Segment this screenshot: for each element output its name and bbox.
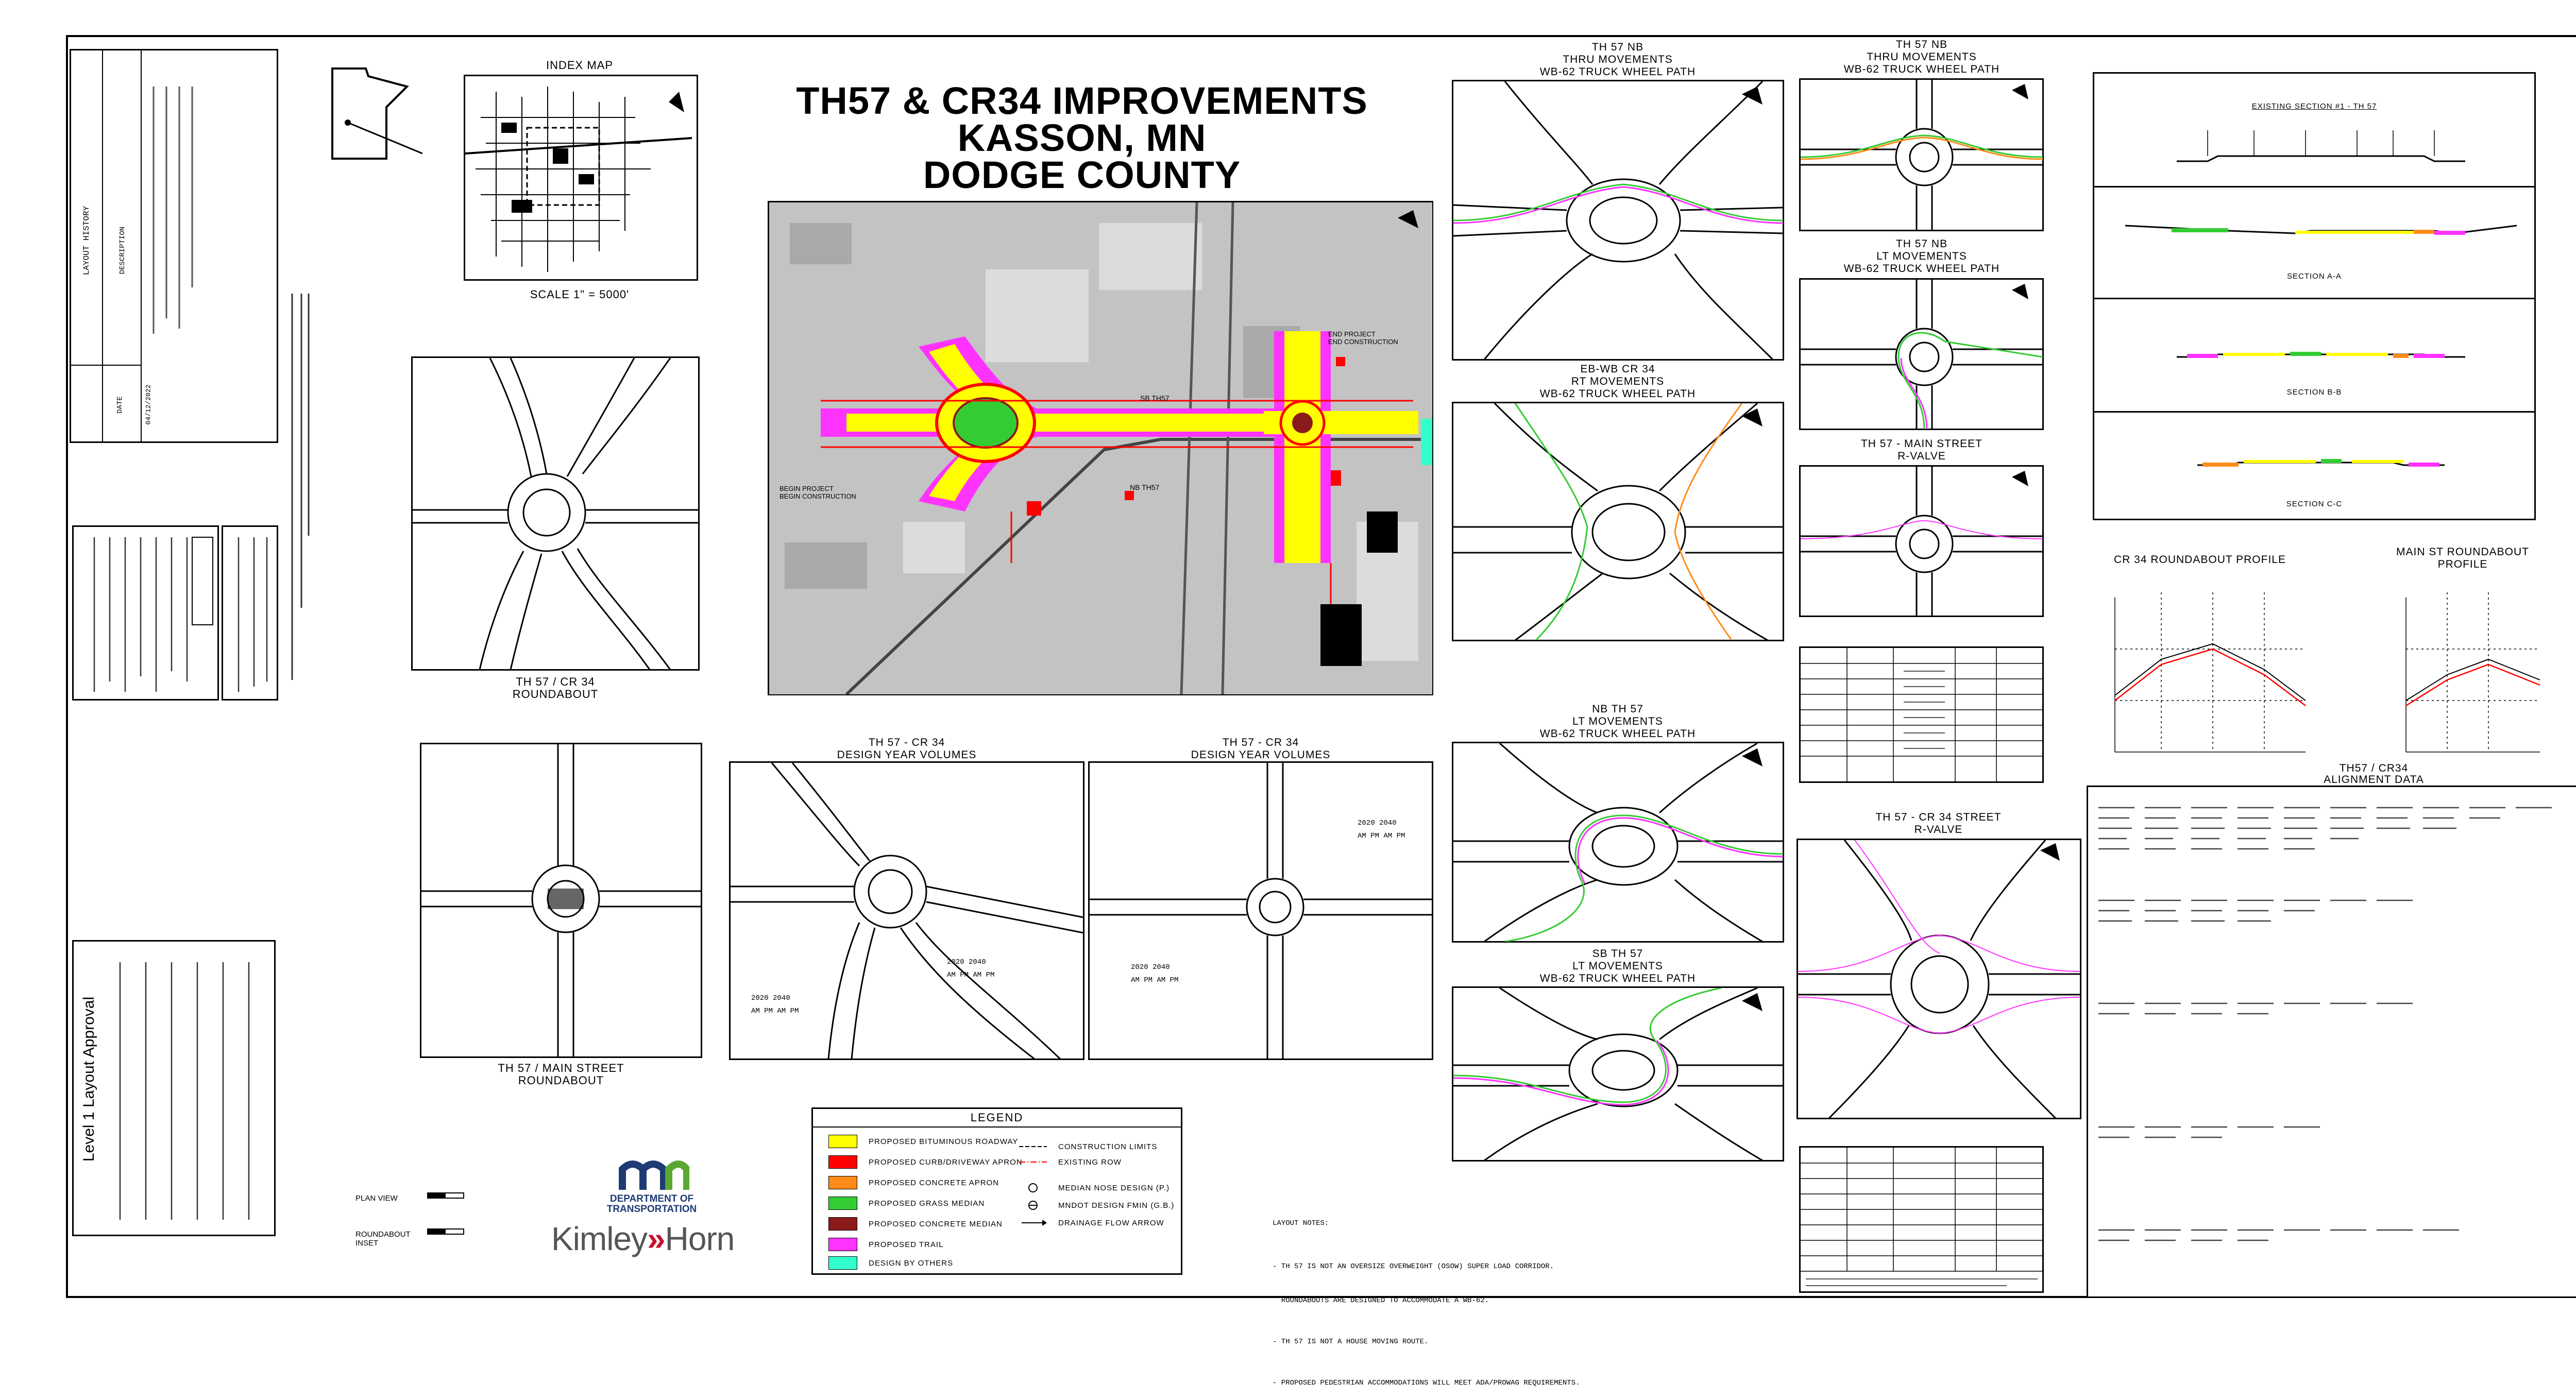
title-line-1: TH57 & CR34 IMPROVEMENTS xyxy=(796,79,1368,122)
signature-lines xyxy=(223,527,277,699)
rvalve-drawing xyxy=(1801,467,2043,616)
cr34-roundabout-inset xyxy=(411,356,700,671)
legend-swatch xyxy=(828,1238,857,1251)
volumes-left-drawing xyxy=(731,763,1083,1059)
truck-path-panel xyxy=(1799,78,2044,231)
volumes-right-drawing xyxy=(1090,763,1432,1059)
construction-limits-symbol xyxy=(1019,1144,1047,1149)
project-title xyxy=(747,79,1417,196)
legend-item xyxy=(828,1134,1018,1149)
legend-swatch xyxy=(828,1256,857,1270)
legend-item xyxy=(828,1196,985,1211)
svg-text:2020 2040: 2020 2040 xyxy=(1131,963,1170,971)
svg-text:2020 2040: 2020 2040 xyxy=(751,994,790,1002)
legend-label: DRAINAGE FLOW ARROW xyxy=(1058,1218,1164,1227)
mndot-design-symbol xyxy=(1019,1200,1047,1210)
minnesota-outline xyxy=(330,66,422,164)
legend-swatch xyxy=(828,1217,857,1231)
truck-path-panel xyxy=(1797,839,2081,1119)
truck-path-panel xyxy=(1452,80,1784,361)
truck-path-title: TH 57 - CR 34 STREET R-VALVE xyxy=(1875,811,2002,835)
horn-text: Horn xyxy=(665,1220,735,1257)
index-map-streets xyxy=(465,76,697,280)
date-value: 04/12/2022 xyxy=(144,384,152,425)
drainage-arrow-icon xyxy=(1019,1218,1047,1228)
rvalve-drawing xyxy=(1798,840,2080,1118)
notes-title: LAYOUT NOTES: xyxy=(1273,1219,1329,1227)
legend-item xyxy=(828,1154,1023,1170)
rvalve-table xyxy=(1799,646,2044,783)
legend-label: PROPOSED CURB/DRIVEWAY APRON xyxy=(869,1157,1023,1167)
truck-path-title: TH 57 NB LT MOVEMENTS WB-62 TRUCK WHEEL PATH xyxy=(1843,238,2000,275)
index-map xyxy=(464,75,698,281)
median-nose-symbol xyxy=(1019,1183,1047,1193)
mndot-logo-icon xyxy=(617,1159,689,1196)
description-column-label: DESCRIPTION xyxy=(118,226,127,275)
svg-text:AM PM AM PM: AM PM AM PM xyxy=(1131,976,1179,984)
legend-item xyxy=(1019,1215,1164,1231)
nb-th57-label: NB TH57 xyxy=(1130,483,1160,491)
main-roundabout-label: TH 57 / MAIN STREET ROUNDABOUT xyxy=(498,1062,624,1087)
truck-path-drawing xyxy=(1453,743,1783,942)
legend-label: PROPOSED BITUMINOUS ROADWAY xyxy=(869,1137,1019,1146)
section-c-title: SECTION C-C xyxy=(2286,500,2343,508)
volumes-left-title: TH 57 - CR 34 DESIGN YEAR VOLUMES xyxy=(837,737,977,761)
alignment-data-box xyxy=(2087,762,2576,1298)
section-b-title: SECTION B-B xyxy=(2286,388,2342,397)
legend-swatch xyxy=(828,1135,857,1148)
title-line-3: DODGE COUNTY xyxy=(923,153,1241,196)
legend-swatch xyxy=(828,1176,857,1189)
truck-path-title: NB TH 57 LT MOVEMENTS WB-62 TRUCK WHEEL PATH xyxy=(1539,703,1696,740)
volumes-right-title: TH 57 - CR 34 DESIGN YEAR VOLUMES xyxy=(1191,737,1331,761)
legend-swatch xyxy=(828,1197,857,1210)
svg-text:AM PM AM PM: AM PM AM PM xyxy=(1358,832,1405,840)
alignment-data-title: TH57 / CR34 ALIGNMENT DATA xyxy=(2324,762,2424,786)
cr34-roundabout-label: TH 57 / CR 34 ROUNDABOUT xyxy=(512,675,599,701)
index-map-title: INDEX MAP xyxy=(546,59,614,72)
truck-path-title: TH 57 NB THRU MOVEMENTS WB-62 TRUCK WHEEL PATH xyxy=(1539,41,1696,78)
truck-path-panel xyxy=(1799,465,2044,617)
legend-item xyxy=(1019,1139,1157,1154)
legend-label: EXISTING ROW xyxy=(1058,1157,1122,1167)
svg-text:AM PM AM PM: AM PM AM PM xyxy=(751,1007,799,1015)
aerial-plan-drawing xyxy=(769,202,1432,694)
date-column-label: DATE xyxy=(116,396,124,414)
legend-box xyxy=(811,1107,1182,1275)
layout-approval-box xyxy=(72,940,276,1236)
truck-path-title: TH 57 - MAIN STREET R-VALVE xyxy=(1860,438,1983,462)
truck-path-drawing xyxy=(1453,403,1783,640)
legend-item xyxy=(1019,1198,1174,1213)
title-line-2: KASSON, MN xyxy=(957,116,1207,159)
existing-row-symbol xyxy=(1019,1159,1047,1165)
truck-path-panel xyxy=(1452,742,1784,943)
legend-item xyxy=(828,1216,1003,1232)
legend-title: LEGEND xyxy=(813,1111,1181,1128)
truck-path-panel xyxy=(1452,402,1784,641)
cr34-roundabout-profile-title: CR 34 ROUNDABOUT PROFILE xyxy=(2113,554,2286,566)
existing-section-title: EXISTING SECTION #1 - TH 57 xyxy=(2251,102,2377,111)
main-roundabout-drawing xyxy=(421,744,701,1057)
main-roundabout-profile xyxy=(2396,572,2550,767)
volumes-right-box xyxy=(1088,761,1433,1060)
legend-label: MEDIAN NOSE DESIGN (P.) xyxy=(1058,1183,1170,1192)
note-line: - TH 57 IS NOT A HOUSE MOVING ROUTE. xyxy=(1273,1338,1429,1346)
section-c-drawing xyxy=(2197,434,2445,491)
legend-item xyxy=(1019,1180,1170,1196)
roundabout-inset-label: ROUNDABOUT INSET xyxy=(355,1230,411,1248)
end-project-label: END PROJECT END CONSTRUCTION xyxy=(1328,330,1398,346)
legend-label: PROPOSED CONCRETE MEDIAN xyxy=(869,1219,1003,1228)
layout-history-box xyxy=(70,49,278,443)
volumes-left-box xyxy=(729,761,1084,1060)
note-line: - PROPOSED PEDESTRIAN ACCOMMODATIONS WILL MEET ADA/PROWAG REQUIREMENTS. xyxy=(1273,1379,1580,1387)
legend-label: PROPOSED CONCRETE APRON xyxy=(869,1178,999,1187)
truck-path-panel xyxy=(1799,278,2044,430)
note-line: - TH 57 IS NOT AN OVERSIZE OVERWEIGHT (OSOW) SUPER LOAD CORRIDOR. xyxy=(1273,1262,1554,1271)
layout-history-label: LAYOUT HISTORY xyxy=(82,206,91,276)
truck-path-title: SB TH 57 LT MOVEMENTS WB-62 TRUCK WHEEL PATH xyxy=(1539,948,1696,984)
section-a-drawing xyxy=(2125,205,2517,262)
history-text-lines xyxy=(143,71,205,349)
legend-item xyxy=(828,1175,999,1190)
rvalve-table-2 xyxy=(1799,1146,2044,1293)
mndot-logo-text: DEPARTMENT OF TRANSPORTATION xyxy=(606,1193,697,1215)
truck-path-title: EB-WB CR 34 RT MOVEMENTS WB-62 TRUCK WHEEL PATH xyxy=(1539,363,1696,400)
svg-text:AM PM AM PM: AM PM AM PM xyxy=(947,971,995,979)
index-map-scale: SCALE 1" = 5000' xyxy=(530,288,630,301)
svg-text:2020 2040: 2020 2040 xyxy=(947,958,986,966)
legend-label: CONSTRUCTION LIMITS xyxy=(1058,1142,1158,1151)
legend-label: MNDOT DESIGN FMIN (G.B.) xyxy=(1058,1201,1175,1210)
main-plan-view xyxy=(768,201,1433,695)
sb-th57-label: SB TH57 xyxy=(1140,394,1170,402)
kimley-horn-logo: Kimley»Horn xyxy=(551,1220,735,1257)
layout-info-box xyxy=(72,525,219,701)
main-roundabout-inset xyxy=(420,743,702,1058)
rvalve-table-grid xyxy=(1801,1148,2043,1292)
layout-notes xyxy=(1273,1195,1607,1400)
legend-swatch xyxy=(828,1155,857,1169)
truck-path-drawing xyxy=(1453,988,1783,1160)
rvalve-table-grid xyxy=(1801,648,2043,782)
file-path-text xyxy=(286,288,312,685)
layout-info-lines xyxy=(74,527,218,699)
truck-path-drawing xyxy=(1801,280,2043,429)
alignment-data-table xyxy=(2088,787,2576,1297)
truck-path-panel xyxy=(1452,986,1784,1162)
plan-view-label: PLAN VIEW xyxy=(355,1194,398,1203)
cr34-roundabout-profile xyxy=(2099,572,2316,767)
section-a-title: SECTION A-A xyxy=(2286,272,2342,281)
section-b-drawing xyxy=(2177,331,2465,383)
note-line: ROUNDABOUTS ARE DESIGNED TO ACCOMMODATE A WB-62. xyxy=(1273,1296,1489,1305)
signature-notes-box xyxy=(222,525,278,701)
typical-sections-box xyxy=(2093,72,2536,520)
legend-item xyxy=(828,1237,943,1252)
legend-label: PROPOSED GRASS MEDIAN xyxy=(869,1199,985,1208)
truck-path-drawing xyxy=(1801,80,2043,230)
begin-project-label: BEGIN PROJECT BEGIN CONSTRUCTION xyxy=(779,485,856,500)
approval-lines xyxy=(110,952,269,1230)
main-roundabout-profile-title: MAIN ST ROUNDABOUT PROFILE xyxy=(2396,546,2529,570)
truck-path-drawing xyxy=(1453,81,1783,360)
scale-bars xyxy=(422,1183,469,1250)
svg-text:2020 2040: 2020 2040 xyxy=(1358,819,1397,827)
legend-label: DESIGN BY OTHERS xyxy=(869,1258,954,1268)
legend-item xyxy=(828,1255,953,1271)
existing-section-drawing xyxy=(2177,120,2465,177)
legend-item xyxy=(1019,1154,1122,1170)
cr34-roundabout-drawing xyxy=(413,358,699,670)
approval-title: Level 1 Layout Approval xyxy=(80,996,97,1162)
legend-label: PROPOSED TRAIL xyxy=(869,1240,944,1249)
truck-path-title: TH 57 NB THRU MOVEMENTS WB-62 TRUCK WHEEL PATH xyxy=(1843,39,2000,75)
kimley-text: Kimley xyxy=(551,1220,648,1257)
